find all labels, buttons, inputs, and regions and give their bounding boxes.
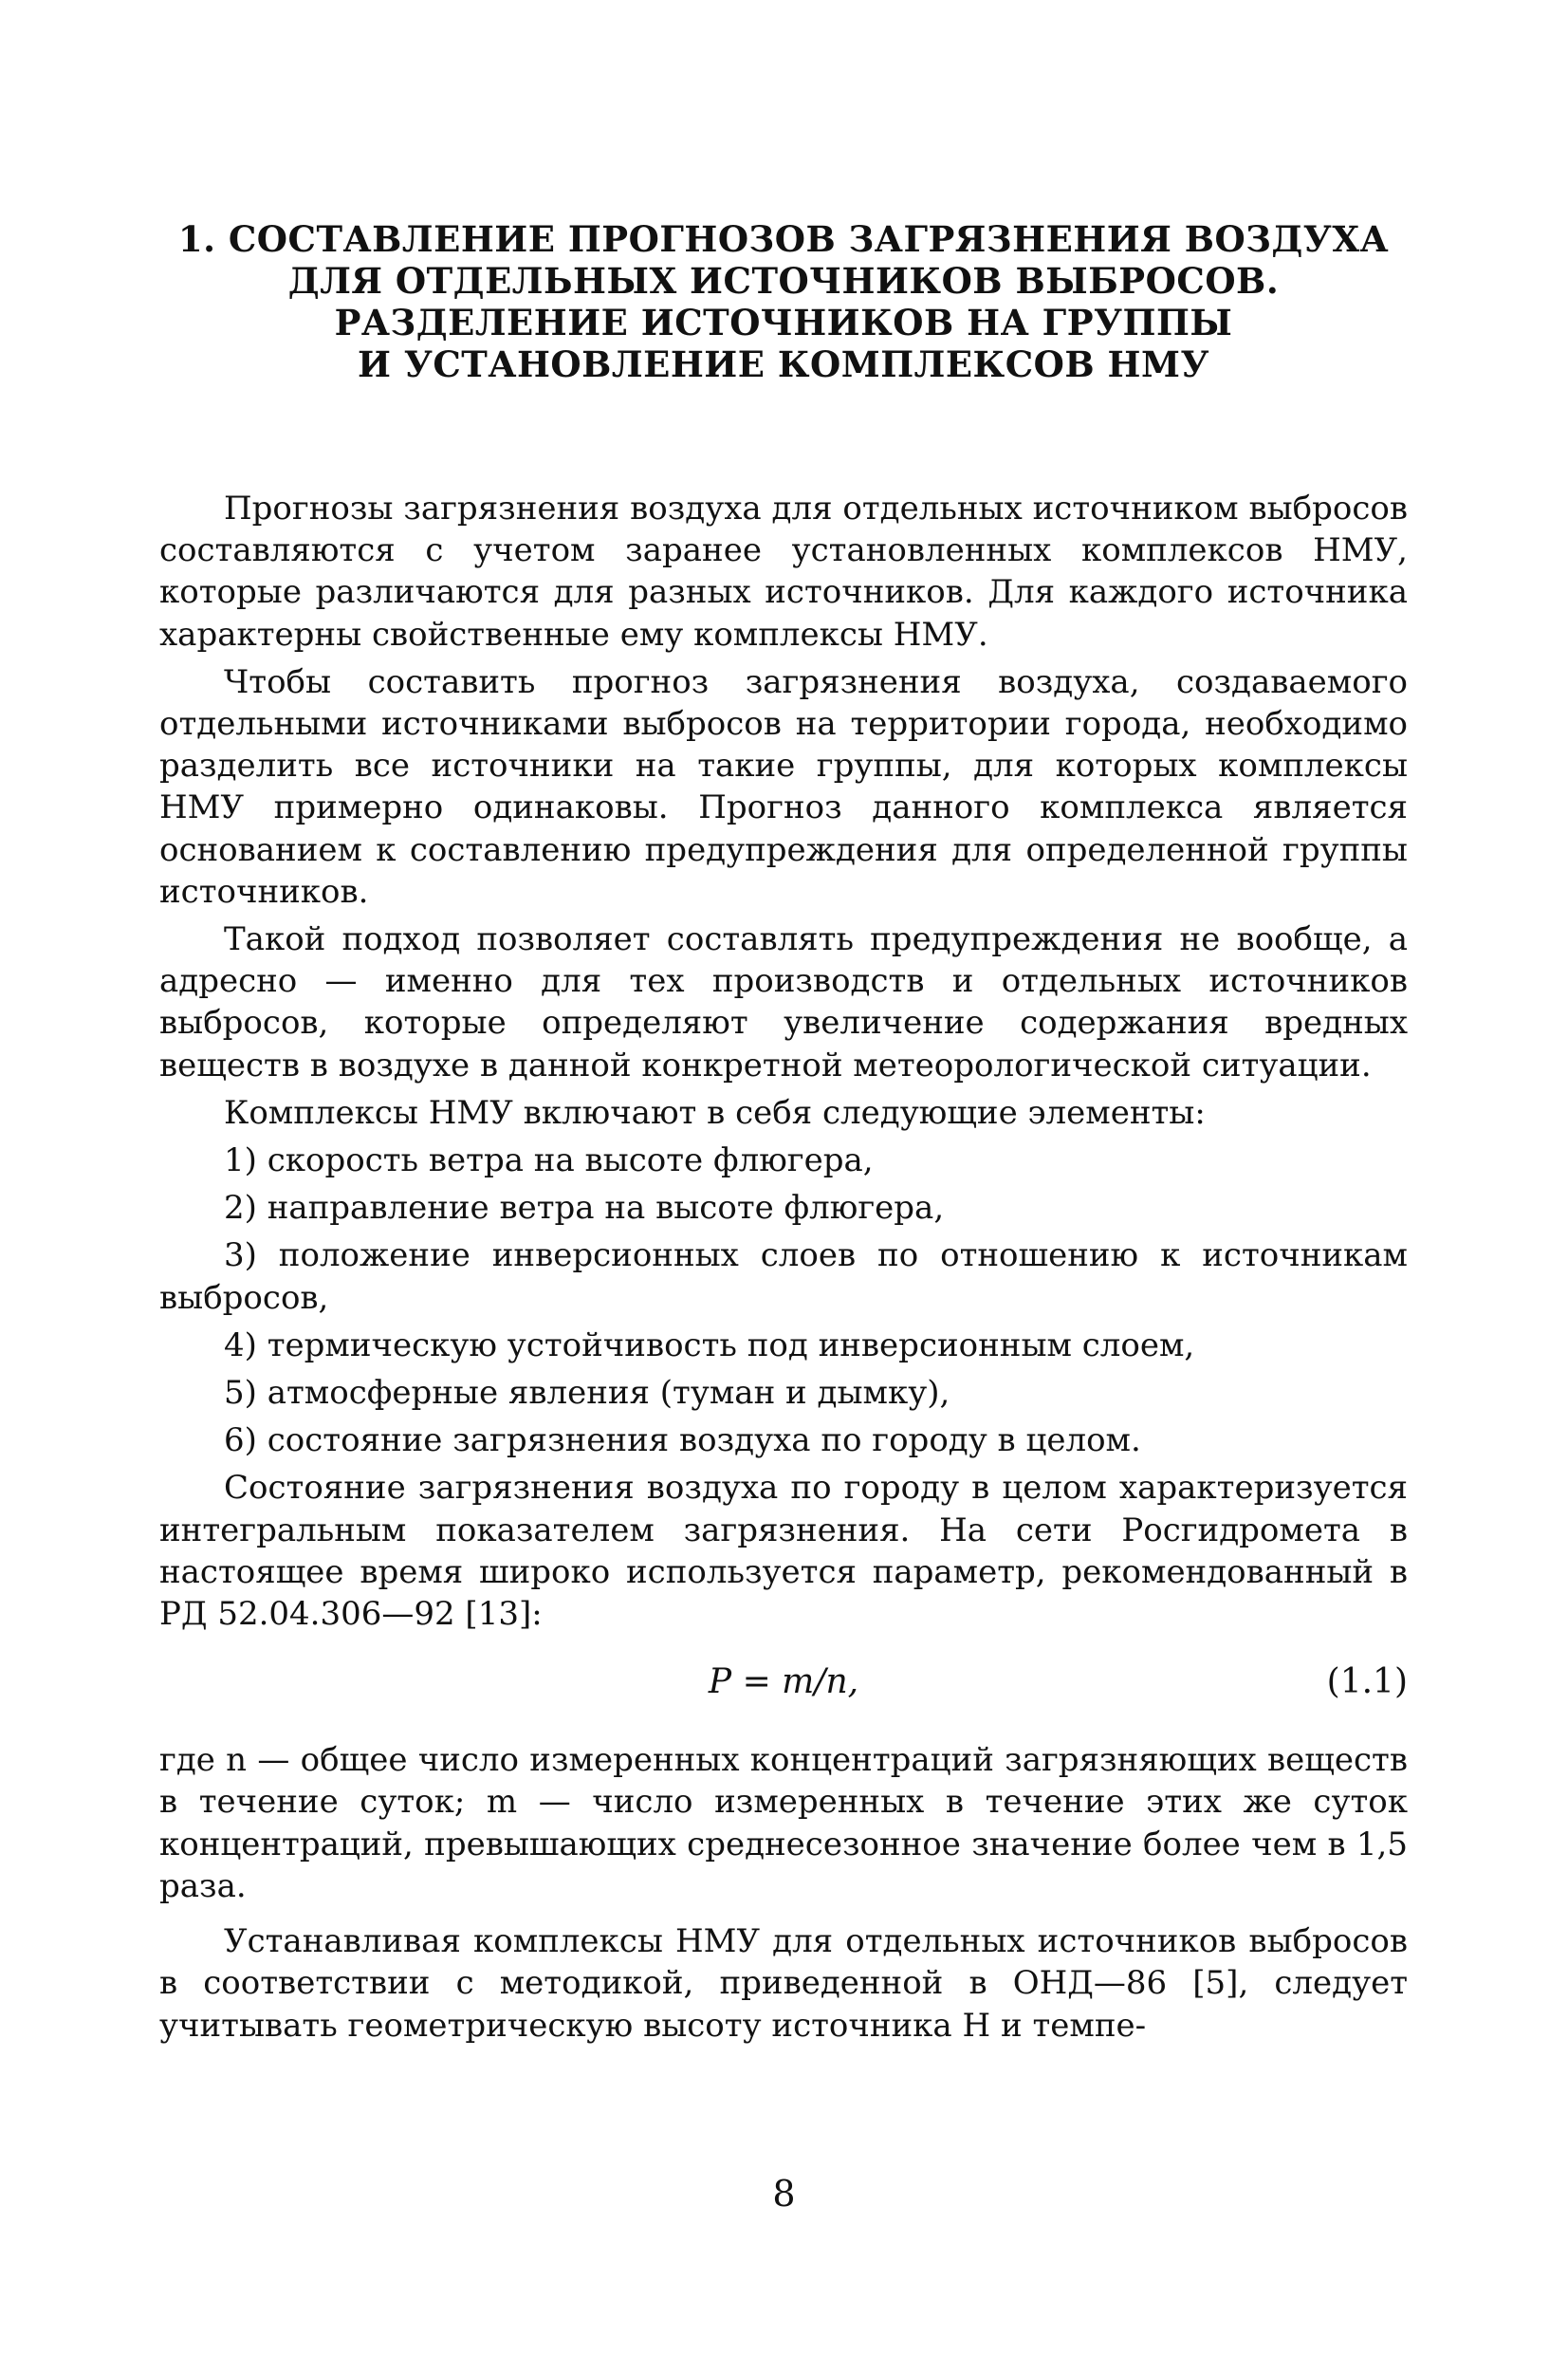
- heading-line-2: ДЛЯ ОТДЕЛЬНЫХ ИСТОЧНИКОВ ВЫБРОСОВ.: [287, 260, 1280, 302]
- heading-line-1: 1. СОСТАВЛЕНИЕ ПРОГНОЗОВ ЗАГРЯЗНЕНИЯ ВОЗДУХА: [177, 218, 1390, 260]
- formula-expression: P = m/n,: [708, 1662, 859, 1702]
- formula-row: [159, 1654, 1408, 1715]
- list-item-4: 4) термическую устойчивость под инверсионным слоем,: [224, 1325, 1195, 1364]
- list-item-5: 5) атмосферные явления (туман и дымку),: [224, 1374, 950, 1413]
- paragraph-where: где n — общее число измеренных концентраций загрязняющих веществ в течение суток; m — число измеренных в течение этих же суток концентраций, превышающих среднесезонное значение более чем в 1,5 раза.: [159, 1741, 1408, 1905]
- paragraph-4: Комплексы НМУ включают в себя следующие элементы:: [224, 1093, 1206, 1132]
- heading-line-4: И УСТАНОВЛЕНИЕ КОМПЛЕКСОВ НМУ: [357, 343, 1209, 385]
- page-number: 8: [772, 2173, 796, 2215]
- paragraph-2: Чтобы составить прогноз загрязнения воздуха, создаваемого отдельными источниками выбросов на территории города, необходимо разделить все источники на такие группы, для которых комплексы НМУ примерно одинаковы. Прогноз данного комплекса является основанием к составлению предупреждения для определенной группы источников.: [159, 662, 1408, 911]
- page-content: [159, 218, 1408, 2052]
- list-item-3: 3) положение инверсионных слоев по отношению к источникам выбросов,: [159, 1236, 1408, 1317]
- paragraph-3: Такой подход позволяет составлять предупреждения не вообще, а адресно — именно для тех производств и отдельных источников выбросов, которые определяют увеличение содержания вредных веществ в воздухе в данной конкретной метеорологической ситуации.: [159, 920, 1408, 1084]
- section-heading: [159, 218, 1408, 385]
- list-item-1: 1) скорость ветра на высоте флюгера,: [224, 1141, 874, 1180]
- list-item-2: 2) направление ветра на высоте флюгера,: [224, 1189, 945, 1228]
- paragraph-pollution-index: Состояние загрязнения воздуха по городу в целом характеризуется интегральным показателем загрязнения. На сети Росгидромета в настоящее время широко используется параметр, рекомендованный в РД 52.04.306—92 [13]:: [159, 1469, 1408, 1634]
- body-text: [159, 488, 1408, 2047]
- paragraph-1: Прогнозы загрязнения воздуха для отдельных источником выбросов составляются с учетом заранее установленных комплексов НМУ, которые различаются для разных источников. Для каждого источника характерны свойственные ему комплексы НМУ.: [159, 490, 1408, 654]
- paragraph-last: Устанавливая комплексы НМУ для отдельных источников выбросов в соответствии с методикой, приведенной в ОНД—86 [5], следует учитывать геометрическую высоту источника H и темпе-: [159, 1922, 1408, 2045]
- list-item-6: 6) состояние загрязнения воздуха по городу в целом.: [224, 1421, 1141, 1460]
- heading-line-3: РАЗДЕЛЕНИЕ ИСТОЧНИКОВ НА ГРУППЫ: [334, 302, 1233, 343]
- formula-number: (1.1): [1326, 1662, 1408, 1702]
